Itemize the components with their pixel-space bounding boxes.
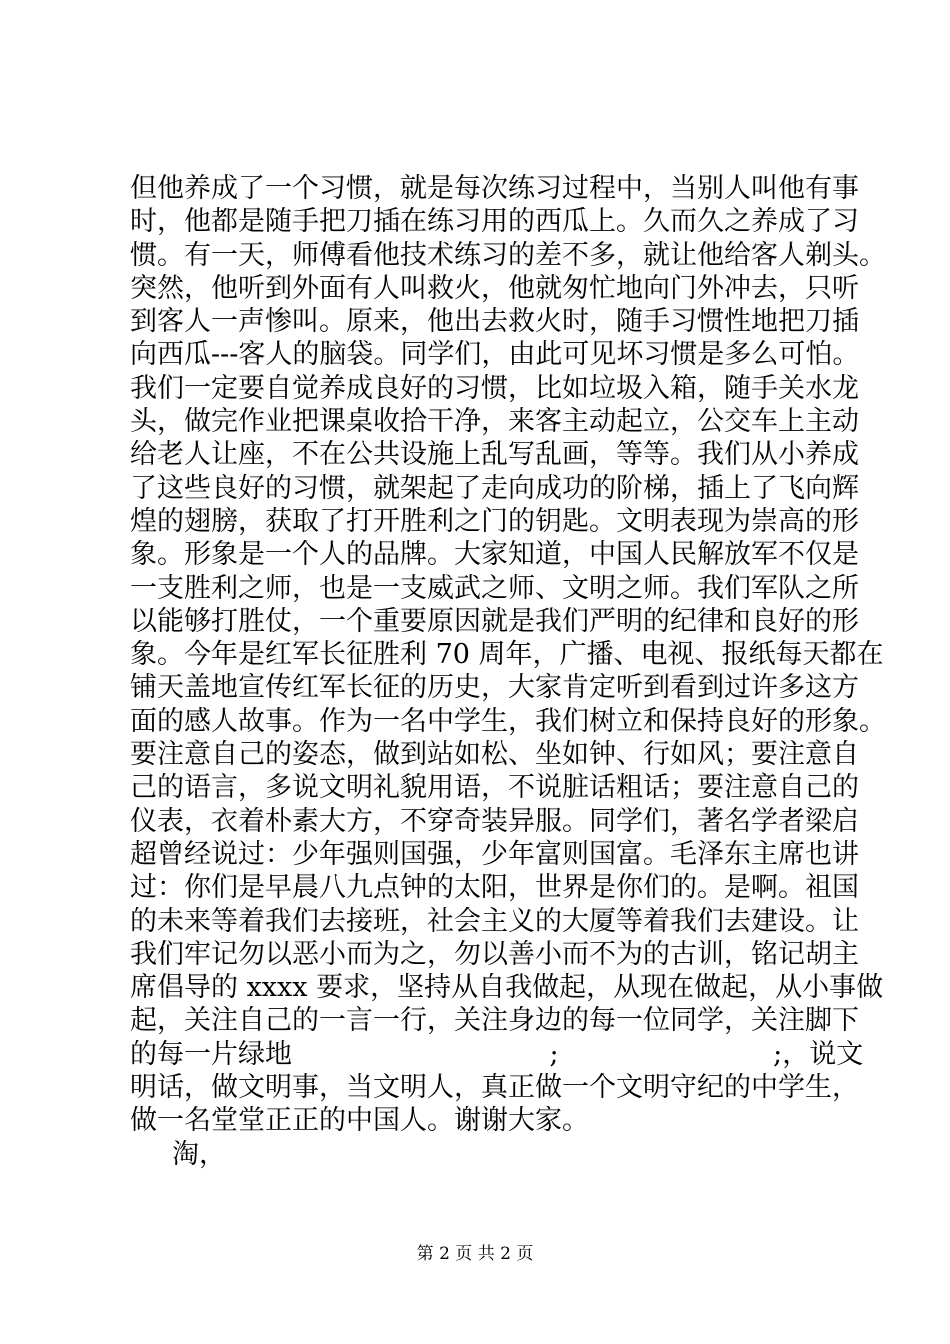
text-line: 铺天盖地宣传红军长征的历史，大家肯定听到看到过许多这方	[130, 672, 859, 704]
text-line: 的每一片绿地 ; ;，说文	[130, 1038, 864, 1070]
text-line: 过：你们是早晨八九点钟的太阳，世界是你们的。是啊。祖国	[130, 872, 859, 904]
text-line: 仪表，衣着朴素大方，不穿奇装异服。同学们，著名学者梁启	[130, 805, 859, 837]
text-line: 我们牢记勿以恶小而为之，勿以善小而不为的古训，铭记胡主	[130, 938, 859, 970]
text-line: 象。形象是一个人的品牌。大家知道，中国人民解放军不仅是	[130, 539, 859, 571]
text-line: 席倡导的 xxxx 要求，坚持从自我做起，从现在做起，从小事做	[130, 972, 884, 1004]
text-line: 象。今年是红军长征胜利 70 周年，广播、电视、报纸每天都在	[130, 639, 884, 671]
text-line: 给老人让座，不在公共设施上乱写乱画，等等。我们从小养成	[130, 439, 859, 471]
text-line: 的未来等着我们去接班，社会主义的大厦等着我们去建设。让	[130, 905, 859, 937]
text-line: 了这些良好的习惯，就架起了走向成功的阶梯，插上了飞向辉	[130, 472, 859, 504]
text-line: 一支胜利之师，也是一支威武之师、文明之师。我们军队之所	[130, 572, 859, 604]
text-line: 突然，他听到外面有人叫救火，他就匆忙地向门外冲去，只听	[130, 272, 859, 304]
text-line: 到客人一声惨叫。原来，他出去救火时，随手习惯性地把刀插	[130, 306, 859, 338]
text-line: 时，他都是随手把刀插在练习用的西瓜上。久而久之养成了习	[130, 206, 859, 238]
text-line: 做一名堂堂正正的中国人。谢谢大家。	[130, 1105, 589, 1137]
text-line: 己的语言，多说文明礼貌用语，不说脏话粗话；要注意自己的	[130, 772, 859, 804]
text-line: 要注意自己的姿态，做到站如松、坐如钟、行如风；要注意自	[130, 739, 859, 771]
closing-line: 淘，	[172, 1138, 226, 1170]
text-line: 我们一定要自觉养成良好的习惯，比如垃圾入箱，随手关水龙	[130, 372, 859, 404]
text-line: 面的感人故事。作为一名中学生，我们树立和保持良好的形象。	[130, 705, 886, 737]
text-line: 向西瓜---客人的脑袋。同学们，由此可见坏习惯是多么可怕。	[130, 339, 860, 371]
text-line: 明话，做文明事，当文明人，真正做一个文明守纪的中学生，	[130, 1072, 859, 1104]
document-body	[130, 172, 886, 1171]
text-line: 头，做完作业把课桌收拾干净，来客主动起立，公交车上主动	[130, 406, 859, 438]
text-line: 煌的翅膀，获取了打开胜利之门的钥匙。文明表现为崇高的形	[130, 505, 859, 537]
text-line: 超曾经说过：少年强则国强，少年富则国富。毛泽东主席也讲	[130, 838, 859, 870]
page-footer: 第 2 页 共 2 页	[416, 1244, 534, 1264]
text-line: 以能够打胜仗，一个重要原因就是我们严明的纪律和良好的形	[130, 605, 859, 637]
text-line: 惯。有一天，师傅看他技术练习的差不多，就让他给客人剃头。	[130, 239, 886, 271]
text-line: 起，关注自己的一言一行，关注身边的每一位同学，关注脚下	[130, 1005, 859, 1037]
text-line: 但他养成了一个习惯，就是每次练习过程中，当别人叫他有事	[130, 173, 859, 204]
